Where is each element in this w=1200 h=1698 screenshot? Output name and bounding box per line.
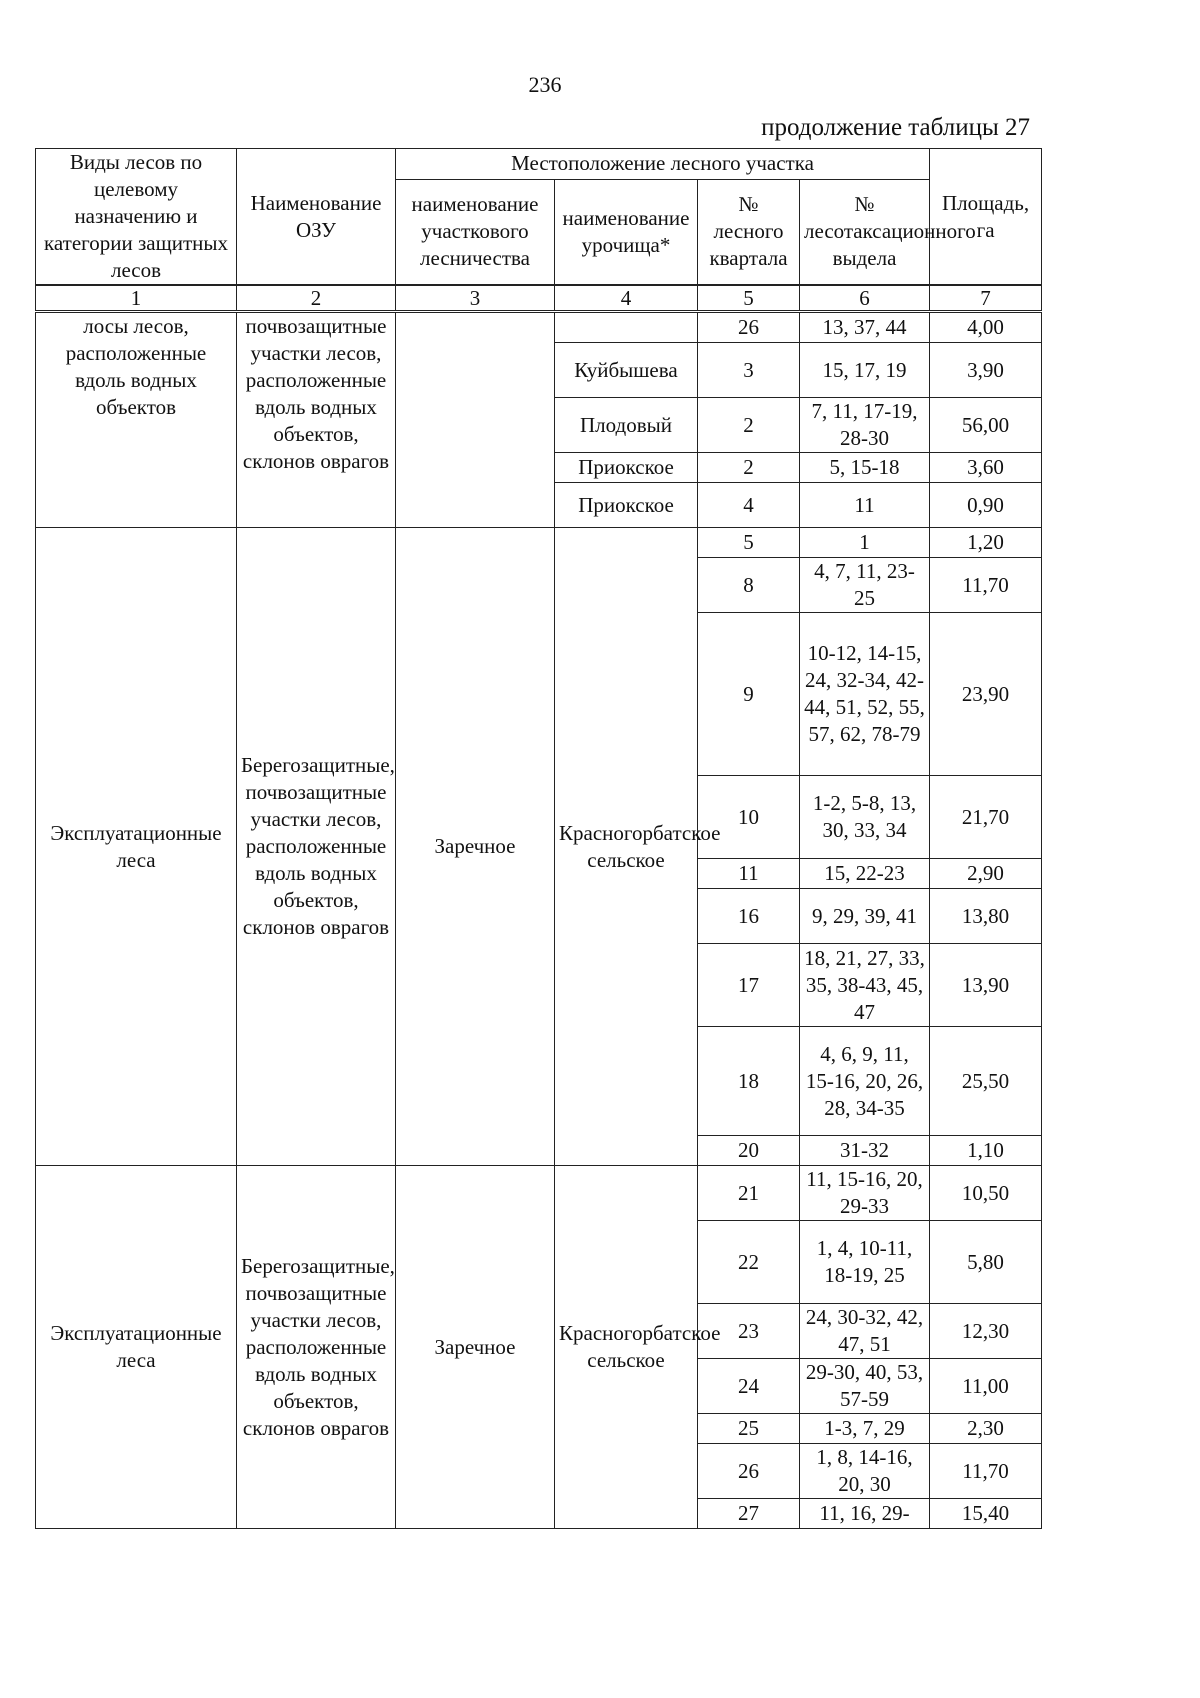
table-continuation-label: продолжение таблицы 27 bbox=[761, 114, 1030, 141]
plot-cell: 1, 8, 14-16, 20, 30 bbox=[800, 1444, 930, 1499]
area-cell: 5,80 bbox=[930, 1221, 1042, 1304]
quarter-cell: 25 bbox=[698, 1414, 800, 1444]
tract-cell: Приокское bbox=[555, 453, 698, 483]
ozu-name-cell: почвозащитные участки лесов, расположенные вдоль водных объектов, склонов оврагов bbox=[237, 312, 396, 528]
page-number: 236 bbox=[528, 72, 562, 97]
forest-category-cell: Эксплуатационные леса bbox=[36, 1166, 237, 1529]
plot-cell: 4, 6, 9, 11, 15-16, 20, 26, 28, 34-35 bbox=[800, 1027, 930, 1136]
tract-cell: Куйбышева bbox=[555, 343, 698, 398]
quarter-cell: 23 bbox=[698, 1304, 800, 1359]
column-number-row bbox=[36, 285, 1042, 312]
column-number: 6 bbox=[800, 285, 930, 312]
area-cell: 0,90 bbox=[930, 483, 1042, 528]
quarter-cell: 3 bbox=[698, 343, 800, 398]
quarter-cell: 26 bbox=[698, 1444, 800, 1499]
area-cell: 3,60 bbox=[930, 453, 1042, 483]
area-cell: 56,00 bbox=[930, 398, 1042, 453]
forestry-cell: Заречное bbox=[396, 528, 555, 1166]
area-cell: 15,40 bbox=[930, 1499, 1042, 1529]
plot-cell: 18, 21, 27, 33, 35, 38-43, 45, 47 bbox=[800, 944, 930, 1027]
area-cell: 25,50 bbox=[930, 1027, 1042, 1136]
quarter-cell: 2 bbox=[698, 453, 800, 483]
column-number: 4 bbox=[555, 285, 698, 312]
area-cell: 2,90 bbox=[930, 859, 1042, 889]
header-forestry: наименование участкового лесничества bbox=[396, 179, 555, 285]
area-cell: 11,70 bbox=[930, 1444, 1042, 1499]
tract-cell: Красногорбатское сельское bbox=[555, 1166, 698, 1529]
quarter-cell: 24 bbox=[698, 1359, 800, 1414]
column-number: 5 bbox=[698, 285, 800, 312]
area-cell: 3,90 bbox=[930, 343, 1042, 398]
quarter-cell: 4 bbox=[698, 483, 800, 528]
plot-cell: 5, 15-18 bbox=[800, 453, 930, 483]
header-area: Площадь, га bbox=[930, 149, 1042, 286]
quarter-cell: 2 bbox=[698, 398, 800, 453]
area-cell: 13,80 bbox=[930, 889, 1042, 944]
quarter-cell: 26 bbox=[698, 312, 800, 343]
area-cell: 11,70 bbox=[930, 558, 1042, 613]
plot-cell: 11, 15-16, 20, 29-33 bbox=[800, 1166, 930, 1221]
plot-cell: 11 bbox=[800, 483, 930, 528]
plot-cell: 15, 17, 19 bbox=[800, 343, 930, 398]
ozu-name-cell: Берегозащитные, почвозащитные участки лесов, расположенные вдоль водных объектов, склонов оврагов bbox=[237, 1166, 396, 1529]
plot-cell: 9, 29, 39, 41 bbox=[800, 889, 930, 944]
quarter-cell: 16 bbox=[698, 889, 800, 944]
plot-cell: 11, 16, 29- bbox=[800, 1499, 930, 1529]
area-cell: 13,90 bbox=[930, 944, 1042, 1027]
quarter-cell: 27 bbox=[698, 1499, 800, 1529]
plot-cell: 15, 22-23 bbox=[800, 859, 930, 889]
area-cell: 4,00 bbox=[930, 312, 1042, 343]
area-cell: 21,70 bbox=[930, 776, 1042, 859]
quarter-cell: 20 bbox=[698, 1136, 800, 1166]
quarter-cell: 5 bbox=[698, 528, 800, 558]
plot-cell: 13, 37, 44 bbox=[800, 312, 930, 343]
plot-cell: 1-2, 5-8, 13, 30, 33, 34 bbox=[800, 776, 930, 859]
quarter-cell: 17 bbox=[698, 944, 800, 1027]
column-number: 1 bbox=[36, 285, 237, 312]
header-location-group: Местоположение лесного участка bbox=[396, 149, 930, 180]
quarter-cell: 18 bbox=[698, 1027, 800, 1136]
header-row bbox=[36, 149, 1042, 180]
area-cell: 2,30 bbox=[930, 1414, 1042, 1444]
plot-cell: 1, 4, 10-11, 18-19, 25 bbox=[800, 1221, 930, 1304]
header-quarter: № лесного квартала bbox=[698, 179, 800, 285]
area-cell: 10,50 bbox=[930, 1166, 1042, 1221]
quarter-cell: 8 bbox=[698, 558, 800, 613]
header-ozu-name: Наименование ОЗУ bbox=[237, 149, 396, 286]
area-cell: 11,00 bbox=[930, 1359, 1042, 1414]
plot-cell: 1-3, 7, 29 bbox=[800, 1414, 930, 1444]
forestry-cell: Заречное bbox=[396, 1166, 555, 1529]
plot-cell: 1 bbox=[800, 528, 930, 558]
forest-category-cell: лосы лесов, расположенные вдоль водных объектов bbox=[36, 312, 237, 528]
plot-cell: 29-30, 40, 53, 57-59 bbox=[800, 1359, 930, 1414]
quarter-cell: 10 bbox=[698, 776, 800, 859]
tract-cell: Красногорбатское сельское bbox=[555, 528, 698, 1166]
column-number: 3 bbox=[396, 285, 555, 312]
table-row bbox=[36, 1166, 1042, 1221]
plot-cell: 4, 7, 11, 23-25 bbox=[800, 558, 930, 613]
header-plot: № лесотаксационного выдела bbox=[800, 179, 930, 285]
plot-cell: 10-12, 14-15, 24, 32-34, 42-44, 51, 52, 55, 57, 62, 78-79 bbox=[800, 613, 930, 776]
quarter-cell: 21 bbox=[698, 1166, 800, 1221]
area-cell: 23,90 bbox=[930, 613, 1042, 776]
plot-cell: 31-32 bbox=[800, 1136, 930, 1166]
header-forest-category: Виды лесов по целевому назначению и категории защитных лесов bbox=[36, 149, 237, 286]
quarter-cell: 22 bbox=[698, 1221, 800, 1304]
area-cell: 1,10 bbox=[930, 1136, 1042, 1166]
column-number: 2 bbox=[237, 285, 396, 312]
area-cell: 12,30 bbox=[930, 1304, 1042, 1359]
table-row bbox=[36, 528, 1042, 558]
table-row bbox=[36, 312, 1042, 343]
tract-cell: Плодовый bbox=[555, 398, 698, 453]
plot-cell: 24, 30-32, 42, 47, 51 bbox=[800, 1304, 930, 1359]
header-tract: наименование урочища* bbox=[555, 179, 698, 285]
plot-cell: 7, 11, 17-19, 28-30 bbox=[800, 398, 930, 453]
area-cell: 1,20 bbox=[930, 528, 1042, 558]
quarter-cell: 9 bbox=[698, 613, 800, 776]
ozu-name-cell: Берегозащитные, почвозащитные участки лесов, расположенные вдоль водных объектов, склонов оврагов bbox=[237, 528, 396, 1166]
forest-category-cell: Эксплуатационные леса bbox=[36, 528, 237, 1166]
column-number: 7 bbox=[930, 285, 1042, 312]
quarter-cell: 11 bbox=[698, 859, 800, 889]
forest-plots-table bbox=[35, 148, 1042, 1529]
tract-cell: Приокское bbox=[555, 483, 698, 528]
forestry-cell bbox=[396, 312, 555, 528]
tract-cell bbox=[555, 312, 698, 343]
